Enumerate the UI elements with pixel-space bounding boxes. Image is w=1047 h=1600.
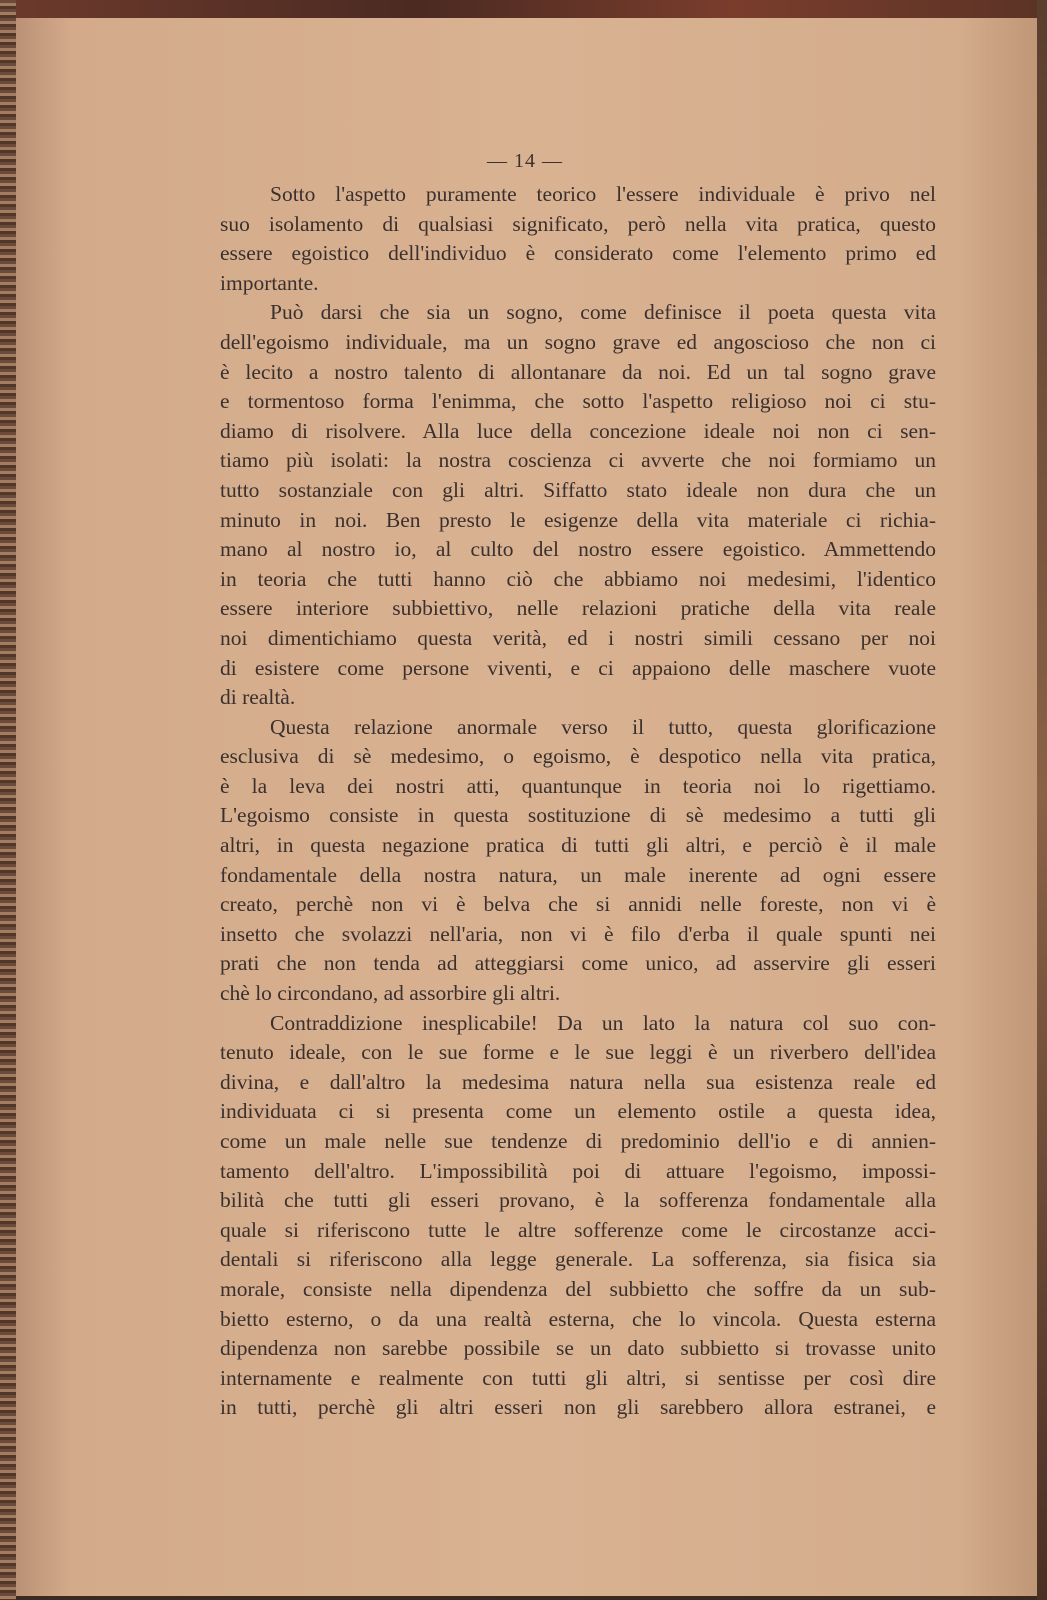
text-line: noi dimentichiamo questa verità, ed i nostri simili cessano per noi xyxy=(220,625,936,650)
text-line: divina, e dall'altro la medesima natura nella sua esistenza reale ed xyxy=(220,1069,936,1094)
text-line: di esistere come persone viventi, e ci appaiono delle maschere vuote xyxy=(220,655,936,680)
text-line: diamo di risolvere. Alla luce della concezione ideale noi non ci sen- xyxy=(220,418,936,443)
text-line: L'egoismo consiste in questa sostituzione di sè medesimo a tutti gli xyxy=(220,803,936,828)
page-top-edge xyxy=(0,0,1047,18)
text-line: in tutti, perchè gli altri esseri non gli sarebbero allora estranei, e xyxy=(220,1395,936,1420)
text-line: tutto sostanziale con gli altri. Siffatto stato ideale non dura che un xyxy=(220,477,936,502)
text-line: Questa relazione anormale verso il tutto, questa glorificazione xyxy=(270,714,936,739)
body-text xyxy=(220,180,936,1423)
text-line: morale, consiste nella dipendenza del subbietto che soffre da un sub- xyxy=(220,1276,936,1301)
text-line: è la leva dei nostri atti, quantunque in teoria noi lo rigettiamo. xyxy=(220,773,936,798)
text-line: in teoria che tutti hanno ciò che abbiamo noi medesimi, l'identico xyxy=(220,566,936,591)
text-line: come un male nelle sue tendenze di predominio dell'io e di annien- xyxy=(220,1129,936,1153)
text-line: tiamo più isolati: la nostra coscienza ci avverte che noi formiamo un xyxy=(220,448,936,473)
text-line: essere interiore subbiettivo, nelle relazioni pratiche della vita reale xyxy=(220,596,936,621)
text-line: essere egoistico dell'individuo è considerato come l'elemento primo ed xyxy=(220,241,936,266)
text-line: Può darsi che sia un sogno, come definisce il poeta questa vita xyxy=(270,300,936,325)
text-line: Contraddizione inesplicabile! Da un lato la natura col suo con- xyxy=(270,1010,936,1035)
text-line: altri, in questa negazione pratica di tutti gli altri, e perciò è il male xyxy=(220,833,936,858)
text-line: individuata ci si presenta come un elemento ostile a questa idea, xyxy=(220,1099,936,1124)
text-line: esclusiva di sè medesimo, o egoismo, è despotico nella vita pratica, xyxy=(220,744,936,769)
text-line: internamente e realmente con tutti gli altri, si sentisse per così dire xyxy=(220,1365,936,1390)
text-line: creato, perchè non vi è belva che si annidi nelle foreste, non vi è xyxy=(220,892,936,917)
text-line: dipendenza non sarebbe possibile se un dato subbietto si trovasse unito xyxy=(220,1336,936,1361)
text-line: bietto esterno, o da una realtà esterna, che lo vincola. Questa esterna xyxy=(220,1306,936,1331)
text-line: fondamentale della nostra natura, un male inerente ad ogni essere xyxy=(220,862,936,887)
page-number: — 14 — xyxy=(487,150,563,172)
page-right-edge xyxy=(1037,0,1047,1600)
text-line: suo isolamento di qualsiasi significato, però nella vita pratica, questo xyxy=(220,211,936,236)
text-line: di realtà. xyxy=(220,685,296,710)
text-line: minuto in noi. Ben presto le esigenze della vita materiale ci richia- xyxy=(220,507,936,532)
text-line: e tormentoso forma l'enimma, che sotto l'aspetto religioso noi ci stu- xyxy=(220,389,936,414)
text-line: dell'egoismo individuale, ma un sogno grave ed angoscioso che non ci xyxy=(220,329,936,354)
text-line: è lecito a nostro talento di allontanare da noi. Ed un tal sogno grave xyxy=(220,359,936,384)
binding-left-edge xyxy=(0,0,16,1600)
text-line: tenuto ideale, con le sue forme e le sue leggi è un riverbero dell'idea xyxy=(220,1040,936,1065)
text-line: prati che non tenda ad atteggiarsi come unico, ad asservire gli esseri xyxy=(220,951,936,976)
text-line: tamento dell'altro. L'impossibilità poi di attuare l'egoismo, impossi- xyxy=(220,1158,936,1183)
text-line: dentali si riferiscono alla legge generale. La sofferenza, sia fisica sia xyxy=(220,1247,936,1272)
text-line: mano al nostro io, al culto del nostro essere egoistico. Ammettendo xyxy=(220,537,936,562)
text-line: insetto che svolazzi nell'aria, non vi è filo d'erba il quale spunti nei xyxy=(220,921,936,946)
text-line: quale si riferiscono tutte le altre sofferenze come le circostanze acci- xyxy=(220,1217,936,1242)
text-line: importante. xyxy=(220,270,319,295)
text-line: chè lo circondano, ad assorbire gli altri. xyxy=(220,981,561,1006)
text-line: Sotto l'aspetto puramente teorico l'essere individuale è privo nel xyxy=(270,182,936,206)
text-line: bilità che tutti gli esseri provano, è la sofferenza fondamentale alla xyxy=(220,1188,936,1213)
book-page xyxy=(10,6,1040,1596)
